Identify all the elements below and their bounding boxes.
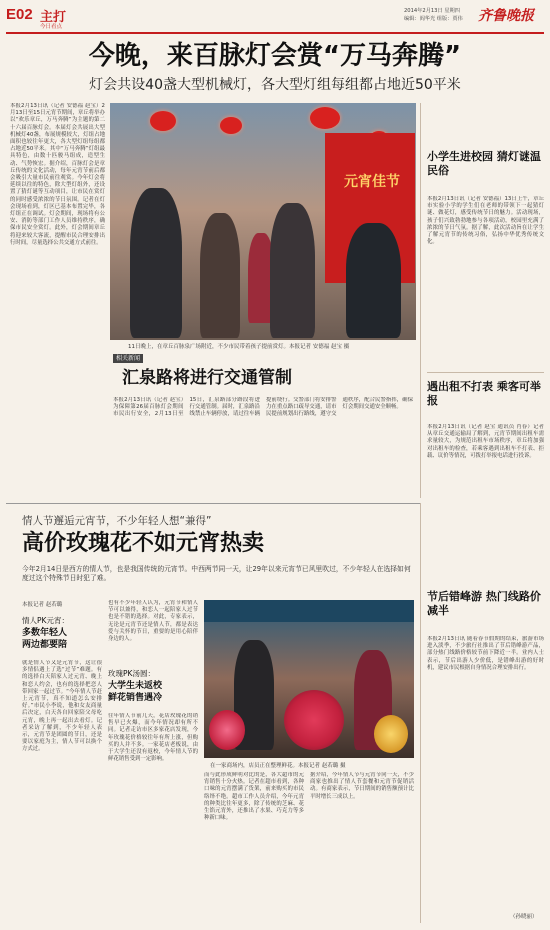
sidebar-item-3-reporter: （孙晓丽） [510, 914, 538, 920]
lead-article-body: 本报2月13日讯（记者 安德福 赵宝）2月13日至15日元宵节期间，章丘将举办以“欢乐章丘，万马奔腾”为主题的第二十六届百脉灯会。本届灯会共展出大型机械灯40盏，布展规模较大，灯组占地面积也较往年更大，各大型灯组每组都占地近50平米。其中“万马奔腾”灯组最具特色，由数十匹骏马组成，造型生动、气势恢宏。据介绍，百脉灯会是章丘传统的文化活动，每年元宵节前后都会吸引大量市民前往观赏。今年灯会将延续以往的特色，除大型灯组外，还设置了猜灯谜等互动项目，让市民在赏灯的同时感受浓浓的节日氛围。记者在灯会现场看到，灯区已基本布置完毕，各灯组正在调试。灯会期间，现场将有公安、消防等部门工作人员维持秩序，确保市民安全赏灯。此外，灯会期间章丘将迎来较大客流，提醒市民合理安排出行时间，尽量选择公共交通方式前往。 [10, 103, 105, 246]
lantern-festival-photo [110, 103, 416, 340]
issue-date: 2014年2月13日 星期四 [404, 8, 460, 14]
editor-credit: 编辑：阎华光 组版：贾伟 [404, 16, 463, 22]
rose-col2-body: 也有不少年轻人认为，元宵节和情人节可以兼得，和恋人一起陪家人过节也是不错的选择。对此，专家表示，无论是元宵节还是情人节，都是表达爱与关怀的节日，重要的是用心陪伴身边的人。 [108, 600, 198, 643]
sidebar-item-3-body: 本报2月13日讯 随着春节假期的结束，旅游市场进入淡季，不少旅行社推出了节后错峰游产品，部分热门线路价格较节前下降近一半。业内人士表示，节后出游人少价低，是错峰出游的好时机，建议市民根据自身情况合理安排出行。 [427, 636, 544, 671]
masthead-rule [6, 32, 544, 34]
flower-shop-photo [204, 600, 414, 758]
rose-col1-subhead [22, 615, 102, 651]
lead-headline: 今晚，来百脉灯会赏“万马奔腾” [88, 41, 462, 71]
sidebar-divider [420, 103, 421, 498]
section-name: 主打 [40, 10, 67, 25]
rose-col1-subhead-2: 多数年轻人 [22, 628, 68, 638]
sub-section-name: 今日看点 [40, 24, 63, 30]
sidebar-item-2-body: 本报2月13日讯（记者 赵宝 通讯员 肖春）记者从章丘交通运输局了解到，元宵节期间出租车需求量较大，为规范出租车市场秩序，章丘将加强对出租车的检查，若乘客遇到出租车不打表、拒载、议价等情况，可拨打举报电话进行投诉。 [427, 424, 544, 459]
rose-col2-body2: 往年情人节前几天，花店玫瑰花的销售早已火爆，而今年情况却有所不同。记者走访市区多家花店发现，今年玫瑰花价格较往年有所上涨，但购买的人并不多。一家花店老板说，由于大学生还没有返校，今年情人节的鲜花销售受到一定影响。 [108, 713, 198, 763]
sidebar-item-2 [427, 380, 544, 408]
page-number: E02 [6, 6, 33, 23]
festival-banner-text: 元宵佳节 [344, 174, 400, 190]
rose-kicker: 情人节邂逅元宵节，不少年轻人想“兼得” [22, 515, 212, 527]
rose-col1-subhead-3: 两边都要陪 [22, 640, 68, 650]
sidebar-item-3-title: 节后错峰游 热门线路价减半 [427, 590, 541, 617]
rose-col1-body: 就是情人节又是元宵节，这让很多情侣遇上了选“过节”难题。有的选择白天陪家人过元宵、晚上和恋人约会，也有的选择把恋人带回家一起过节。“今年情人节赶上元宵节，真不知道怎么安排好。”市民小李说，他和女友商量后决定，白天各自回家陪父母吃元宵，晚上再一起出去看灯。记者采访了解到，不少年轻人表示，元宵节是团圆的节日，还是要以家庭为主，情人节可以换个方式过。 [22, 660, 102, 753]
flower-photo-caption: 在一家商场内，店员正在整理鲜花。本报记者 赵若璐 摄 [210, 763, 346, 769]
related-news-label: 相关新闻 [113, 354, 143, 363]
rose-col1-subhead-1: 情人PK元宵： [22, 616, 69, 625]
sidebar-item-1-body: 本报2月13日讯（记者 安德福）13日上午，章丘市实验小学的学生们在老师的带领下一起猜灯谜、做花灯，感受传统节日的魅力。活动现场，孩子们兴致勃勃地参与各项活动，校园里充满了浓浓的节日气氛。据了解，此次活动旨在让学生了解元宵节的传统习俗，弘扬中华优秀传统文化。 [427, 196, 544, 246]
rose-col4-body: 据介绍，今年情人节与元宵节同一天，不少商家也推出了情人节套餐和元宵节促销活动。有商家表示，节日期间的销售额预计比平时增长三成以上。 [310, 772, 414, 800]
rose-lead: 今年2月14日是西方的情人节，也是我国传统的元宵节。中西两节同一天，让29年以来元宵节已风里吹过，不少年轻人在选择如何度过这个特殊节日时犯了难。 [22, 565, 411, 582]
traffic-headline: 汇泉路将进行交通管制 [122, 368, 292, 388]
rose-col2-subhead-1: 玫瑰PK汤圆： [108, 669, 155, 678]
rose-byline: 本报记者 赵若璐 [22, 602, 63, 608]
rose-col2-subhead-2: 大学生未返校 [108, 681, 163, 691]
sidebar-item-1 [427, 150, 544, 178]
rose-col3-body: 而与此形成鲜明对比的是，各大超市的元宵销售十分火热。记者在超市看到，各种口味的元宵摆满了货架，前来购买的市民络绎不绝。超市工作人员介绍，今年元宵的种类比往年更多，除了传统的芝麻、花生馅元宵外，还推出了水果、巧克力等多种新口味。 [204, 772, 304, 822]
rose-col2-subhead-3: 鲜花销售遇冷 [108, 693, 163, 703]
traffic-article-body: 本报2月13日讯（记者 赵宝）为保障第26届百脉灯会期间市民出行安全，2月13日至15日，汇泉路部分路段将进行交通管制。届时，汇泉路沿线禁止车辆停放，请过往车辆提前绕行。交警部门将安排警力在重点路口疏导交通，请市民提前规划出行路线，遵守交通秩序，配合民警指挥，确保灯会期间交通安全顺畅。 [113, 397, 413, 418]
rose-headline: 高价玫瑰花不如元宵热卖 [22, 531, 265, 556]
photo-caption: 11日晚上，在章丘百脉泉广场附近，不少市民带着孩子提前赏灯。本报记者 安德福 赵宝 摄 [128, 344, 350, 350]
lead-subheadline: 灯会共设40盏大型机械灯，各大型灯组每组都占地近50平米 [89, 77, 461, 93]
sidebar-item-3 [427, 590, 544, 618]
masthead [0, 0, 550, 32]
rose-col2-subhead [108, 668, 198, 704]
sidebar-item-2-title: 遇出租不打表 乘客可举报 [427, 380, 541, 407]
sidebar-item-1-title: 小学生进校园 猜灯谜温民俗 [427, 150, 541, 177]
paper-logo: 齐鲁晚报 [478, 8, 534, 24]
